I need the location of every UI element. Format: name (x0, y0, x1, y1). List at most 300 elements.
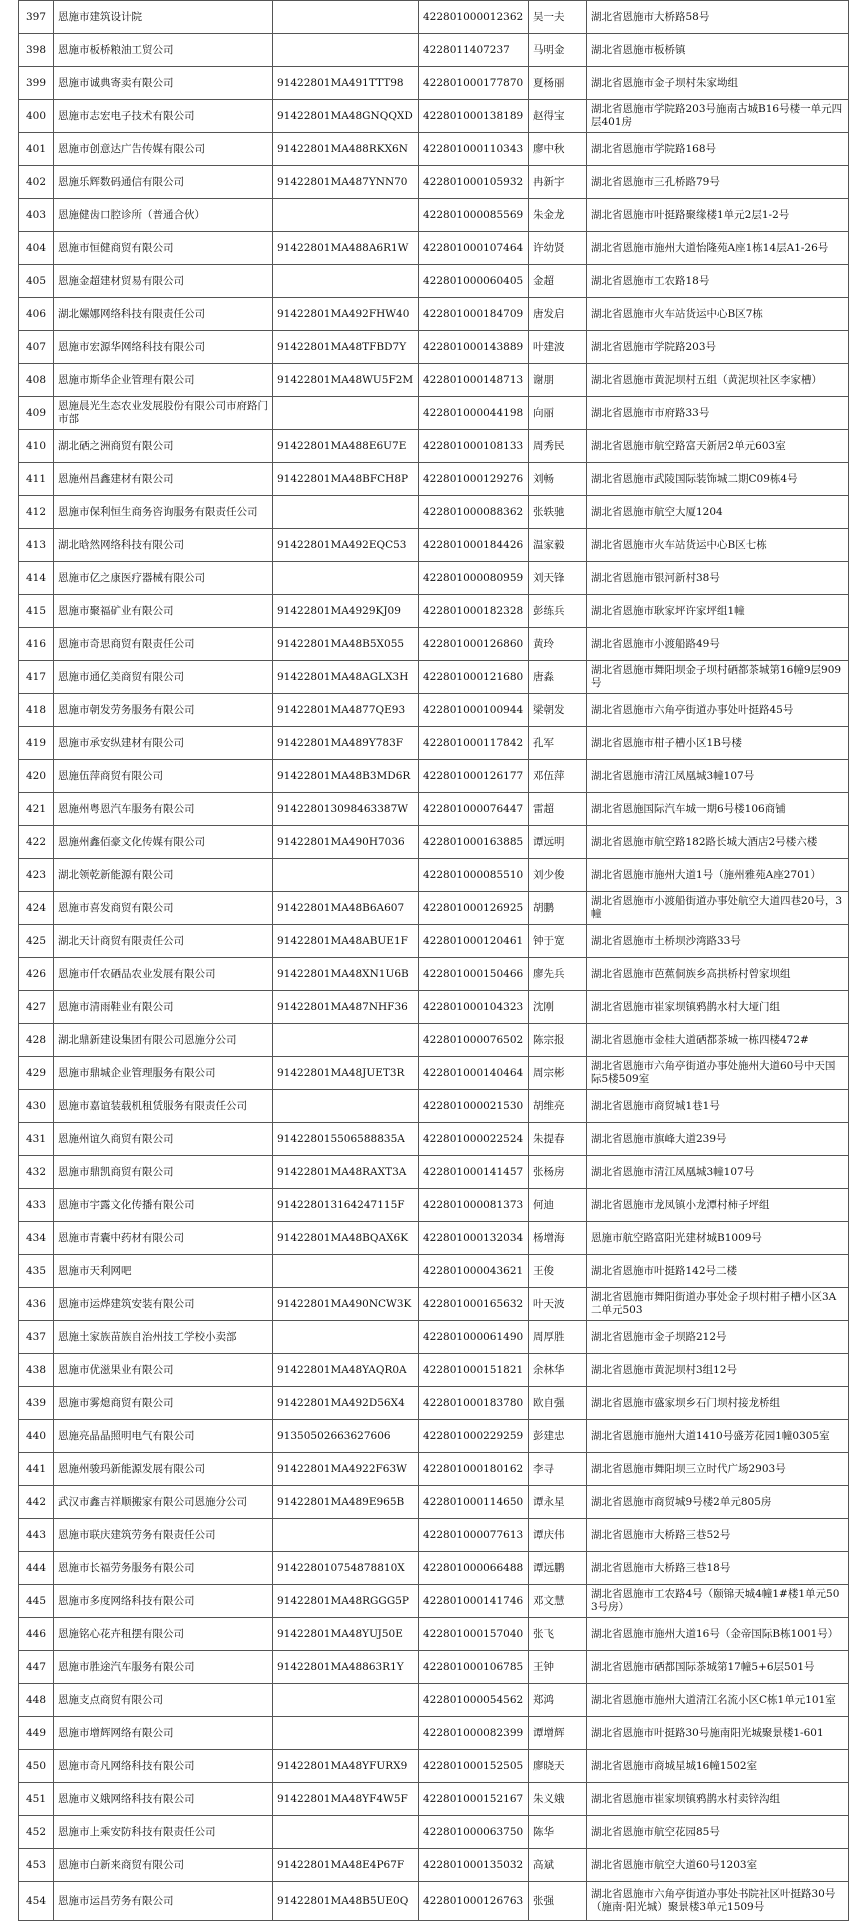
row-number: 435 (19, 1255, 54, 1288)
company-name: 恩施乐辉数码通信有限公司 (54, 166, 273, 199)
legal-representative: 夏杨丽 (529, 67, 587, 100)
row-number: 399 (19, 67, 54, 100)
registration-number: 422801000066488 (419, 1552, 529, 1585)
table-row (19, 826, 849, 859)
company-name: 恩施州谊久商贸有限公司 (54, 1123, 273, 1156)
legal-representative: 周宗彬 (529, 1057, 587, 1090)
credit-code: 91422801MA488RKX6N (273, 133, 419, 166)
company-name: 恩施市奇思商贸有限责任公司 (54, 628, 273, 661)
registration-number: 422801000088362 (419, 496, 529, 529)
company-name: 武汉市鑫吉祥顺搬家有限公司恩施分公司 (54, 1486, 273, 1519)
registration-number: 422801000085569 (419, 199, 529, 232)
legal-representative: 向丽 (529, 397, 587, 430)
credit-code (273, 1519, 419, 1552)
row-number: 437 (19, 1321, 54, 1354)
registration-number: 422801000140464 (419, 1057, 529, 1090)
table-row (19, 1123, 849, 1156)
company-address: 湖北省恩施市大桥路三巷52号 (587, 1519, 849, 1552)
table-row (19, 1486, 849, 1519)
registration-number: 422801000110343 (419, 133, 529, 166)
table-row (19, 1090, 849, 1123)
row-number: 418 (19, 694, 54, 727)
table-row (19, 364, 849, 397)
table-row (19, 760, 849, 793)
company-name: 恩施市创意达广告传媒有限公司 (54, 133, 273, 166)
registration-number: 422801000132034 (419, 1222, 529, 1255)
legal-representative: 谭远明 (529, 826, 587, 859)
row-number: 432 (19, 1156, 54, 1189)
row-number: 402 (19, 166, 54, 199)
company-address: 湖北省恩施市市府路33号 (587, 397, 849, 430)
credit-code: 91422801MA48YUJ50E (273, 1618, 419, 1651)
row-number: 454 (19, 1882, 54, 1921)
table-row (19, 1222, 849, 1255)
legal-representative: 谭远鹏 (529, 1552, 587, 1585)
company-address: 湖北省恩施市柑子槽小区1B号楼 (587, 727, 849, 760)
row-number: 445 (19, 1585, 54, 1618)
registration-number: 422801000177870 (419, 67, 529, 100)
legal-representative: 孔军 (529, 727, 587, 760)
company-address: 湖北省恩施市小渡船路49号 (587, 628, 849, 661)
row-number: 406 (19, 298, 54, 331)
credit-code: 91422801MA48B6A607 (273, 892, 419, 925)
table-row (19, 1057, 849, 1090)
table-row (19, 1552, 849, 1585)
company-name: 恩施市斯华企业管理有限公司 (54, 364, 273, 397)
registration-number: 422801000082399 (419, 1717, 529, 1750)
credit-code (273, 1816, 419, 1849)
registration-number: 422801000076447 (419, 793, 529, 826)
credit-code: 91422801MA48YAQR0A (273, 1354, 419, 1387)
row-number: 444 (19, 1552, 54, 1585)
company-name: 恩施市长福劳务服务有限公司 (54, 1552, 273, 1585)
credit-code: 91422801MA488E6U7E (273, 430, 419, 463)
company-address: 湖北省恩施市六角亭街道办事处叶挺路45号 (587, 694, 849, 727)
legal-representative: 朱提春 (529, 1123, 587, 1156)
table-row (19, 991, 849, 1024)
registration-number: 422801000060405 (419, 265, 529, 298)
company-name: 恩施市承安纵建材有限公司 (54, 727, 273, 760)
registration-number: 422801000012362 (419, 1, 529, 34)
company-address: 湖北省恩施市大桥路58号 (587, 1, 849, 34)
legal-representative: 马明金 (529, 34, 587, 67)
credit-code: 914228013098463387W (273, 793, 419, 826)
row-number: 397 (19, 1, 54, 34)
company-name: 恩施晨光生态农业发展股份有限公司市府路门市部 (54, 397, 273, 430)
company-name: 恩施市志宏电子技术有限公司 (54, 100, 273, 133)
table-row (19, 694, 849, 727)
company-address: 湖北省恩施市金桂大道硒都茶城一栋四楼472# (587, 1024, 849, 1057)
table-row (19, 529, 849, 562)
company-address: 湖北省恩施市六角亭街道办事处施州大道60号中天国际5楼509室 (587, 1057, 849, 1090)
registration-number: 422801000120461 (419, 925, 529, 958)
table-row (19, 892, 849, 925)
table-row (19, 661, 849, 694)
registration-number: 422801000100944 (419, 694, 529, 727)
company-name: 恩施铭心花卉租摆有限公司 (54, 1618, 273, 1651)
table-row (19, 925, 849, 958)
table-row (19, 1288, 849, 1321)
credit-code: 914228013164247115F (273, 1189, 419, 1222)
company-address: 湖北省恩施市施州大道清江名流小区C栋1单元101室 (587, 1684, 849, 1717)
registration-number: 422801000184709 (419, 298, 529, 331)
company-name: 恩施市亿之康医疗器械有限公司 (54, 562, 273, 595)
company-address: 湖北省恩施市清江凤凰城3幢107号 (587, 1156, 849, 1189)
table-row (19, 232, 849, 265)
company-address: 湖北省恩施国际汽车城一期6号楼106商铺 (587, 793, 849, 826)
row-number: 440 (19, 1420, 54, 1453)
registration-number: 422801000151821 (419, 1354, 529, 1387)
legal-representative: 陈华 (529, 1816, 587, 1849)
legal-representative: 余林华 (529, 1354, 587, 1387)
credit-code: 91422801MA491TTT98 (273, 67, 419, 100)
legal-representative: 朱义娥 (529, 1783, 587, 1816)
registration-number: 422801000076502 (419, 1024, 529, 1057)
row-number: 447 (19, 1651, 54, 1684)
registration-number: 422801000043621 (419, 1255, 529, 1288)
registration-number: 422801000152505 (419, 1750, 529, 1783)
company-register-sheet (18, 0, 848, 1920)
registration-number: 422801000165632 (419, 1288, 529, 1321)
row-number: 413 (19, 529, 54, 562)
credit-code: 91422801MA48GNQQXD (273, 100, 419, 133)
company-name: 恩施土家族苗族自治州技工学校小卖部 (54, 1321, 273, 1354)
registration-number: 422801000183780 (419, 1387, 529, 1420)
credit-code: 91422801MA489Y783F (273, 727, 419, 760)
row-number: 429 (19, 1057, 54, 1090)
registration-number: 422801000081373 (419, 1189, 529, 1222)
legal-representative: 周秀民 (529, 430, 587, 463)
company-name: 恩施市奇凡网络科技有限公司 (54, 1750, 273, 1783)
legal-representative: 唐发启 (529, 298, 587, 331)
credit-code: 91422801MA48BFCH8P (273, 463, 419, 496)
registration-number: 422801000184426 (419, 529, 529, 562)
company-address: 湖北省恩施市黄泥坝村五组（黄泥坝社区李家槽） (587, 364, 849, 397)
row-number: 405 (19, 265, 54, 298)
company-name: 恩施市通亿美商贸有限公司 (54, 661, 273, 694)
credit-code: 91422801MA48863R1Y (273, 1651, 419, 1684)
credit-code: 91422801MA48JUET3R (273, 1057, 419, 1090)
company-name: 恩施市清雨鞋业有限公司 (54, 991, 273, 1024)
registration-number: 422801000061490 (419, 1321, 529, 1354)
credit-code (273, 397, 419, 430)
legal-representative: 邓文慧 (529, 1585, 587, 1618)
table-row (19, 331, 849, 364)
legal-representative: 张强 (529, 1882, 587, 1921)
credit-code: 91422801MA4877QE93 (273, 694, 419, 727)
credit-code: 91422801MA48YFURX9 (273, 1750, 419, 1783)
row-number: 424 (19, 892, 54, 925)
company-address: 湖北省恩施市硒都国际茶城第17幢5+6层501号 (587, 1651, 849, 1684)
company-address: 湖北省恩施市舞阳街道办事处金子坝村柑子槽小区3A二单元503 (587, 1288, 849, 1321)
legal-representative: 沈刚 (529, 991, 587, 1024)
registration-number: 422801000117842 (419, 727, 529, 760)
company-address: 湖北省恩施市银河新村38号 (587, 562, 849, 595)
credit-code: 91422801MA48B5UE0Q (273, 1882, 419, 1921)
row-number: 416 (19, 628, 54, 661)
company-address: 湖北省恩施市三孔桥路79号 (587, 166, 849, 199)
table-row (19, 1783, 849, 1816)
credit-code: 91422801MA48YF4W5F (273, 1783, 419, 1816)
company-address: 湖北省恩施市盛家坝乡石门坝村接龙桥组 (587, 1387, 849, 1420)
company-name: 恩施市聚福矿业有限公司 (54, 595, 273, 628)
company-name: 湖北领乾新能源有限公司 (54, 859, 273, 892)
company-address: 湖北省恩施市舞阳坝金子坝村硒都茶城第16幢9层909号 (587, 661, 849, 694)
table-row (19, 1750, 849, 1783)
registration-number: 422801000106785 (419, 1651, 529, 1684)
row-number: 415 (19, 595, 54, 628)
table-row (19, 1255, 849, 1288)
legal-representative: 彭建忠 (529, 1420, 587, 1453)
company-name: 恩施市鼎凯商贸有限公司 (54, 1156, 273, 1189)
credit-code: 91422801MA48RGGG5P (273, 1585, 419, 1618)
credit-code (273, 1321, 419, 1354)
credit-code: 91422801MA4929KJ09 (273, 595, 419, 628)
registration-number: 422801000129276 (419, 463, 529, 496)
legal-representative: 钟于宽 (529, 925, 587, 958)
credit-code (273, 34, 419, 67)
legal-representative: 唐淼 (529, 661, 587, 694)
legal-representative: 邓伍萍 (529, 760, 587, 793)
table-row (19, 628, 849, 661)
company-address: 湖北省恩施市叶挺路30号施南阳光城聚景楼1-601 (587, 1717, 849, 1750)
row-number: 398 (19, 34, 54, 67)
row-number: 427 (19, 991, 54, 1024)
row-number: 425 (19, 925, 54, 958)
registration-number: 422801000157040 (419, 1618, 529, 1651)
legal-representative: 何迪 (529, 1189, 587, 1222)
credit-code (273, 496, 419, 529)
row-number: 431 (19, 1123, 54, 1156)
registration-number: 422801000114650 (419, 1486, 529, 1519)
legal-representative: 高斌 (529, 1849, 587, 1882)
credit-code: 91422801MA48BQAX6K (273, 1222, 419, 1255)
credit-code (273, 1024, 419, 1057)
company-name: 恩施州鑫佰豪文化传媒有限公司 (54, 826, 273, 859)
credit-code (273, 859, 419, 892)
registration-number: 422801000121680 (419, 661, 529, 694)
row-number: 408 (19, 364, 54, 397)
registration-number: 422801000141746 (419, 1585, 529, 1618)
table-row (19, 727, 849, 760)
legal-representative: 刘少俊 (529, 859, 587, 892)
registration-number: 422801000180162 (419, 1453, 529, 1486)
registration-number: 422801000126177 (419, 760, 529, 793)
company-name: 恩施健齿口腔诊所（普通合伙） (54, 199, 273, 232)
legal-representative: 金超 (529, 265, 587, 298)
credit-code: 91350502663627606 (273, 1420, 419, 1453)
company-name: 恩施市喜发商贸有限公司 (54, 892, 273, 925)
table-row (19, 793, 849, 826)
table-row (19, 562, 849, 595)
credit-code: 91422801MA48WU5F2M (273, 364, 419, 397)
company-name: 恩施市板桥粮油工贸公司 (54, 34, 273, 67)
credit-code: 91422801MA48B3MD6R (273, 760, 419, 793)
registration-number: 422801000135032 (419, 1849, 529, 1882)
legal-representative: 温家毅 (529, 529, 587, 562)
company-address: 湖北省恩施市耿家坪许家坪组1幢 (587, 595, 849, 628)
company-address: 湖北省恩施市六角亭街道办事处书院社区叶挺路30号（施南·阳光城）聚景楼3单元1509号 (587, 1882, 849, 1921)
table-row (19, 1189, 849, 1222)
legal-representative: 胡维亮 (529, 1090, 587, 1123)
credit-code: 91422801MA48AGLX3H (273, 661, 419, 694)
company-address: 湖北省恩施市土桥坝沙湾路33号 (587, 925, 849, 958)
legal-representative: 郑鸿 (529, 1684, 587, 1717)
credit-code (273, 265, 419, 298)
legal-representative: 张轶驰 (529, 496, 587, 529)
credit-code (273, 1717, 419, 1750)
table-row (19, 1321, 849, 1354)
company-address: 湖北省恩施市芭蕉侗族乡高拱桥村曾家坝组 (587, 958, 849, 991)
credit-code: 91422801MA492FHW40 (273, 298, 419, 331)
table-row (19, 1420, 849, 1453)
credit-code (273, 562, 419, 595)
row-number: 410 (19, 430, 54, 463)
credit-code: 91422801MA490NCW3K (273, 1288, 419, 1321)
registration-number: 422801000182328 (419, 595, 529, 628)
row-number: 442 (19, 1486, 54, 1519)
company-address: 湖北省恩施市施州大道1410号盛芳花园1幢0305室 (587, 1420, 849, 1453)
legal-representative: 杨增海 (529, 1222, 587, 1255)
table-row (19, 1, 849, 34)
registration-number: 422801000054562 (419, 1684, 529, 1717)
credit-code: 91422801MA4922F63W (273, 1453, 419, 1486)
company-name: 恩施市多度网络科技有限公司 (54, 1585, 273, 1618)
company-name: 恩施市义娥网络科技有限公司 (54, 1783, 273, 1816)
company-name: 恩施市联庆建筑劳务有限责任公司 (54, 1519, 273, 1552)
company-name: 恩施市上乘安防科技有限责任公司 (54, 1816, 273, 1849)
legal-representative: 谭增辉 (529, 1717, 587, 1750)
row-number: 434 (19, 1222, 54, 1255)
registration-number: 422801000148713 (419, 364, 529, 397)
table-row (19, 430, 849, 463)
company-name: 恩施市鼎城企业管理服务有限公司 (54, 1057, 273, 1090)
legal-representative: 叶天波 (529, 1288, 587, 1321)
table-row (19, 859, 849, 892)
legal-representative: 张杨房 (529, 1156, 587, 1189)
company-name: 恩施州骏玛新能源发展有限公司 (54, 1453, 273, 1486)
legal-representative: 梁朝发 (529, 694, 587, 727)
row-number: 422 (19, 826, 54, 859)
company-address: 湖北省恩施市清江凤凰城3幢107号 (587, 760, 849, 793)
company-name: 恩施市诚典寄卖有限公司 (54, 67, 273, 100)
registration-number: 422801000022524 (419, 1123, 529, 1156)
company-address: 湖北省恩施市龙凤镇小龙潭村柿子坪组 (587, 1189, 849, 1222)
company-address: 湖北省恩施市航空大厦1204 (587, 496, 849, 529)
row-number: 446 (19, 1618, 54, 1651)
company-name: 恩施市仟农硒品农业发展有限公司 (54, 958, 273, 991)
company-address: 湖北省恩施市大桥路三巷18号 (587, 1552, 849, 1585)
company-name: 恩施市宇露文化传播有限公司 (54, 1189, 273, 1222)
table-row (19, 1684, 849, 1717)
company-address: 湖北省恩施市崔家坝镇鸦鹊水村大垭门组 (587, 991, 849, 1024)
company-address: 湖北省恩施市叶挺路聚缘楼1单元2层1-2号 (587, 199, 849, 232)
company-table (18, 0, 849, 1921)
table-row (19, 100, 849, 133)
company-address: 湖北省恩施市商贸城1巷1号 (587, 1090, 849, 1123)
row-number: 439 (19, 1387, 54, 1420)
legal-representative: 谭永星 (529, 1486, 587, 1519)
registration-number: 422801000141457 (419, 1156, 529, 1189)
company-address: 湖北省恩施市火车站货运中心B区七栋 (587, 529, 849, 562)
company-address: 恩施市航空路富阳光建材城B1009号 (587, 1222, 849, 1255)
company-name: 恩施伍萍商贸有限公司 (54, 760, 273, 793)
credit-code (273, 1, 419, 34)
table-row (19, 496, 849, 529)
company-address: 湖北省恩施市商贸城9号楼2单元805房 (587, 1486, 849, 1519)
table-row (19, 397, 849, 430)
legal-representative: 欧自强 (529, 1387, 587, 1420)
company-address: 湖北省恩施市板桥镇 (587, 34, 849, 67)
legal-representative: 雷超 (529, 793, 587, 826)
company-address: 湖北省恩施市航空大道60号1203室 (587, 1849, 849, 1882)
table-row (19, 1651, 849, 1684)
legal-representative: 陈宗报 (529, 1024, 587, 1057)
company-address: 湖北省恩施市航空路富天新居2单元603室 (587, 430, 849, 463)
row-number: 400 (19, 100, 54, 133)
row-number: 430 (19, 1090, 54, 1123)
legal-representative: 叶建波 (529, 331, 587, 364)
row-number: 411 (19, 463, 54, 496)
row-number: 450 (19, 1750, 54, 1783)
company-name: 恩施市白新来商贸有限公司 (54, 1849, 273, 1882)
legal-representative: 周厚胜 (529, 1321, 587, 1354)
credit-code: 91422801MA487NHF36 (273, 991, 419, 1024)
credit-code: 91422801MA487YNN70 (273, 166, 419, 199)
company-name: 恩施金超建材贸易有限公司 (54, 265, 273, 298)
table-row (19, 1453, 849, 1486)
row-number: 409 (19, 397, 54, 430)
legal-representative: 王钟 (529, 1651, 587, 1684)
row-number: 426 (19, 958, 54, 991)
registration-number: 422801000143889 (419, 331, 529, 364)
credit-code: 91422801MA48XN1U6B (273, 958, 419, 991)
company-name: 恩施州粤恩汽车服务有限公司 (54, 793, 273, 826)
company-address: 湖北省恩施市学院路203号 (587, 331, 849, 364)
company-address: 湖北省恩施市小渡船街道办事处航空大道四巷20号，3幢 (587, 892, 849, 925)
company-name: 恩施市朝发劳务服务有限公司 (54, 694, 273, 727)
legal-representative: 谭庆伟 (529, 1519, 587, 1552)
table-body (19, 1, 849, 1921)
table-row (19, 1156, 849, 1189)
row-number: 421 (19, 793, 54, 826)
row-number: 428 (19, 1024, 54, 1057)
row-number: 423 (19, 859, 54, 892)
company-name: 恩施支点商贸有限公司 (54, 1684, 273, 1717)
registration-number: 4228011407237 (419, 34, 529, 67)
registration-number: 422801000105932 (419, 166, 529, 199)
credit-code: 914228015506588835A (273, 1123, 419, 1156)
company-name: 恩施州昌鑫建材有限公司 (54, 463, 273, 496)
table-row (19, 1849, 849, 1882)
credit-code: 91422801MA492D56X4 (273, 1387, 419, 1420)
company-address: 湖北省恩施市叶挺路142号二楼 (587, 1255, 849, 1288)
legal-representative: 谢朋 (529, 364, 587, 397)
company-address: 湖北省恩施市施州大道1号（施州雅苑A座2701） (587, 859, 849, 892)
row-number: 414 (19, 562, 54, 595)
company-name: 恩施市恒健商贸有限公司 (54, 232, 273, 265)
company-name: 湖北硒之洲商贸有限公司 (54, 430, 273, 463)
credit-code (273, 1684, 419, 1717)
table-row (19, 67, 849, 100)
table-row (19, 199, 849, 232)
registration-number: 422801000126860 (419, 628, 529, 661)
legal-representative: 李寻 (529, 1453, 587, 1486)
company-name: 恩施市建筑设计院 (54, 1, 273, 34)
credit-code: 91422801MA48ABUE1F (273, 925, 419, 958)
company-address: 湖北省恩施市商城星城16幢1502室 (587, 1750, 849, 1783)
company-name: 恩施市运烨建筑安装有限公司 (54, 1288, 273, 1321)
